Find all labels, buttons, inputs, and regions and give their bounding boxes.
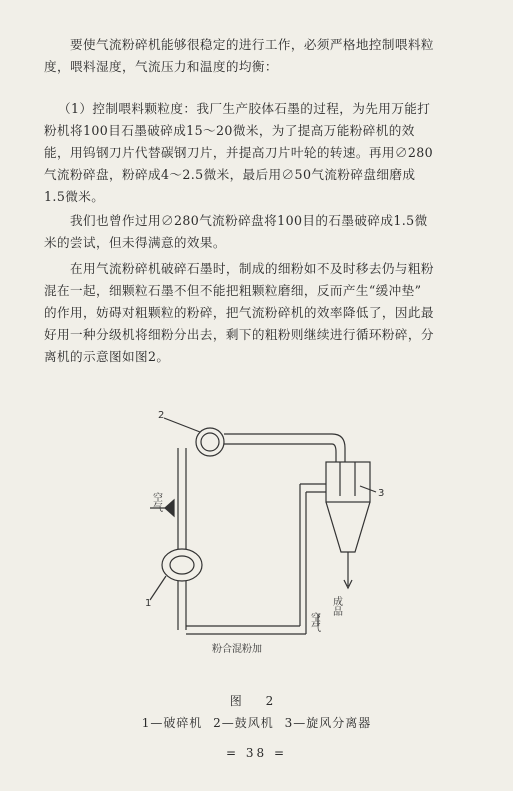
text-line: 好用一种分级机将细粉分出去，剩下的粗粉则继续进行循环粉碎，分 [44,327,434,342]
text-line: 气流粉碎盘，粉碎成4～2.5微米，最后用∅50气流粉碎盘细磨成 [44,167,416,182]
paragraph-1 [44,34,496,78]
text-line: 离机的示意图如图2。 [44,349,170,364]
text-line: 粉机将100目石墨破碎成15～20微米，为了提高万能粉碎机的效 [44,123,415,138]
cyclone [326,462,370,502]
text-line: 1.5微米。 [44,189,105,204]
blower [196,428,224,456]
label-3: 3 [378,488,385,499]
paragraph-4 [44,258,496,368]
figure-legend: 1—破碎机 2—鼓风机 3—旋风分离器 [141,716,372,730]
text-line: 米的尝试，但未得满意的效果。 [44,235,226,250]
text-line: 的作用，妨碍对粗颗粒的粉碎，把气流粉碎机的效率降低了，因此最 [44,305,434,320]
text-line: 混在一起，细颗粒石墨不但不能把粗颗粒磨细，反而产生“缓冲垫” [44,283,422,298]
text-line: （1）控制喂料颗粒度：我厂生产胶体石墨的过程，为先用万能打 [58,101,431,116]
paragraph-2 [44,98,496,208]
text-line: 在用气流粉碎机破碎石墨时，制成的细粉如不及时移去仍与粗粉 [70,261,434,276]
label-1: 1 [145,598,152,609]
label-mixed-powder: 粉合混粉加 [212,644,262,655]
text-line: 度，喂料湿度，气流压力和温度的均衡： [44,59,278,74]
page-number: = 38 = [225,746,287,760]
separator-diagram [0,400,513,670]
paragraph-3 [44,210,496,254]
text-line: 我们也曾作过用∅280气流粉碎盘将100目的石墨破碎成1.5微 [70,213,428,228]
crusher [162,549,202,581]
label-2: 2 [158,410,165,421]
label-air-in: 空气 [150,492,162,512]
label-outlet: 成品 [330,596,342,616]
text-line: 能，用钨钢刀片代替碳钢刀片，并提高刀片叶轮的转速。再用∅280 [44,145,434,160]
text-line: 要使气流粉碎机能够很稳定的进行工作，必须严格地控制喂料粒 [70,37,434,52]
figure-title: 图 2 [229,694,284,708]
label-air-out: 空气 [308,612,320,632]
